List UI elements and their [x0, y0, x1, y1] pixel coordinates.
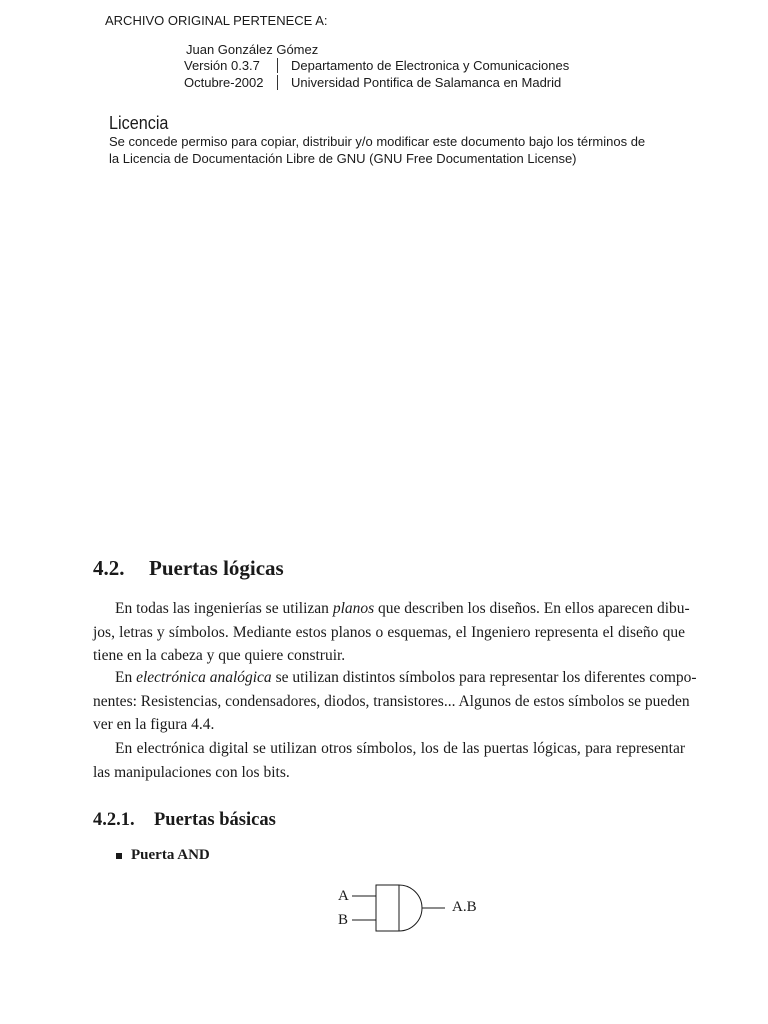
paragraph-digital — [93, 737, 685, 784]
bullet-label: Puerta AND — [131, 847, 210, 863]
subsection-number: 4.2.1. — [93, 810, 135, 830]
paragraph-line: ver en la figura 4.4. — [93, 716, 215, 733]
paragraph-line: nentes: Resistencias, condensadores, diodos, transistores... Algunos de estos símbolos se pueden — [93, 692, 690, 710]
section-number: 4.2. — [93, 556, 125, 580]
paragraph-line: jos, letras y símbolos. Mediante estos planos o esquemas, el Ingeniero representa el diseño que — [93, 623, 685, 641]
and-gate-diagram — [330, 878, 490, 942]
author-name: Juan González Gómez — [186, 42, 319, 57]
department-label: Departamento de Electronica y Comunicaciones — [291, 58, 570, 73]
paragraph-line: En electrónica digital se utilizan otros símbolos, los de las puertas lógicas, para representar — [115, 740, 685, 757]
credit-row-date — [184, 75, 561, 90]
paragraph-line: En todas las ingenierías se utilizan planos que describen los diseños. En ellos aparecen dibu- — [115, 600, 690, 617]
subsection-title: Puertas básicas — [154, 810, 276, 830]
license-text-line: Se concede permiso para copiar, distribuir y/o modificar este documento bajo los términos de — [109, 134, 646, 149]
bullet-item — [116, 847, 210, 864]
section-title: Puertas lógicas — [149, 556, 284, 580]
license-title: Licencia — [109, 113, 169, 133]
section-heading — [93, 556, 284, 581]
paragraph-line: las manipulaciones con los bits. — [93, 763, 290, 781]
license-text-line: la Licencia de Documentación Libre de GNU (GNU Free Documentation License) — [109, 151, 577, 166]
subsection-heading — [93, 810, 276, 831]
credit-divider — [277, 75, 278, 90]
emphasis-planos: planos — [332, 600, 375, 617]
paragraph-line: tiene en la cabeza y que quiere construir. — [93, 647, 346, 664]
university-label: Universidad Pontifica de Salamanca en Madrid — [291, 75, 562, 90]
version-label: Versión 0.3.7 — [184, 58, 260, 73]
square-bullet-icon — [116, 853, 122, 859]
paragraph-planos — [93, 597, 690, 668]
paragraph-line: En electrónica analógica se utilizan distintos símbolos para representar los diferentes compo- — [115, 669, 697, 686]
gate-output-label: A.B — [452, 899, 477, 915]
origin-heading: ARCHIVO ORIGINAL PERTENECE A: — [105, 13, 328, 28]
paragraph-analogica — [93, 666, 697, 737]
gate-input-b-label: B — [338, 912, 349, 928]
credit-row-version — [184, 58, 569, 73]
credit-divider — [277, 58, 278, 73]
date-label: Octubre-2002 — [184, 75, 264, 90]
emphasis-analogica: electrónica analógica — [136, 669, 272, 686]
gate-input-a-label: A — [338, 888, 349, 904]
